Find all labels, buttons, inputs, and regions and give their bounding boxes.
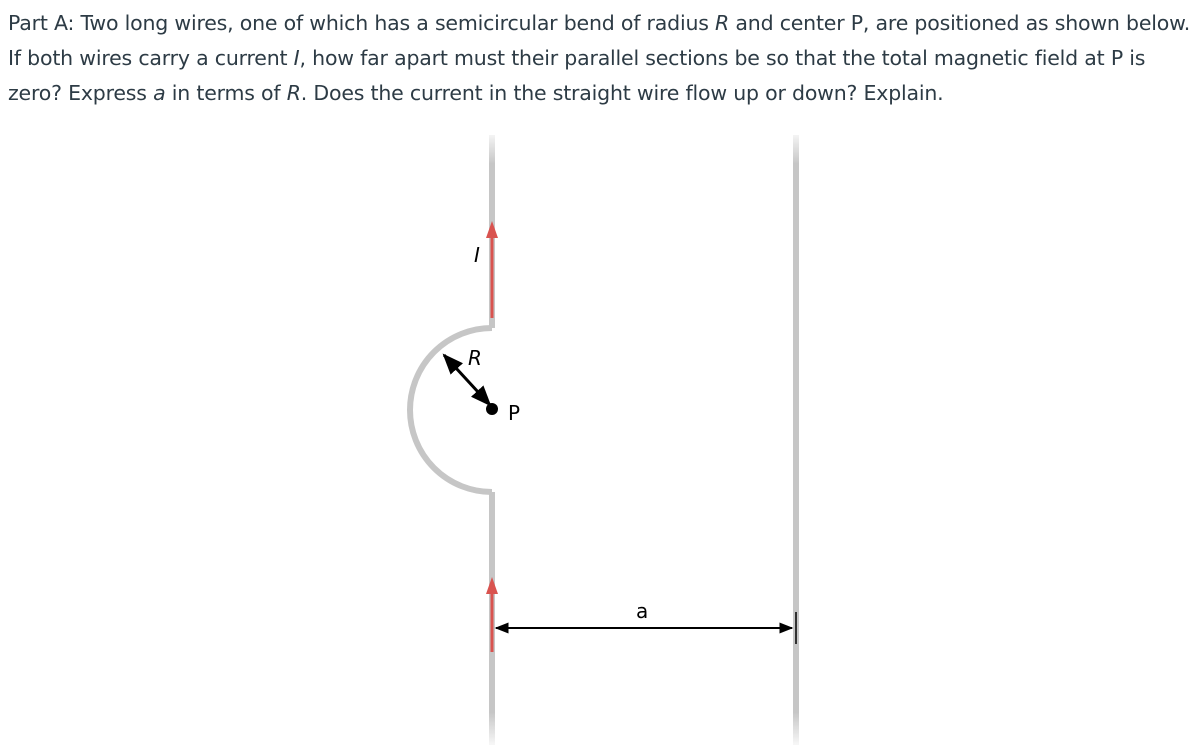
center-point bbox=[486, 403, 498, 415]
fade-top bbox=[470, 128, 820, 164]
variable-r: R bbox=[715, 11, 730, 35]
question-text-segment: Two long wires, one of which has a semicircular bend of radius bbox=[74, 11, 716, 35]
question-text-segment: . Does the current in the straight wire flow up or down? Explain. bbox=[300, 81, 944, 105]
current-arrow-upper-head bbox=[486, 221, 498, 238]
radius-arrow bbox=[444, 355, 490, 405]
variable-r: R bbox=[286, 81, 301, 105]
variable-i: I bbox=[293, 46, 300, 70]
question-text-segment: in terms of bbox=[165, 81, 287, 105]
part-label: Part A: bbox=[8, 11, 75, 35]
variable-a: a bbox=[153, 81, 166, 105]
fade-bottom bbox=[470, 712, 820, 750]
question-text-segment: and center P, are positioned as shown below. If both wires carry a current bbox=[8, 11, 1191, 70]
current-label: I bbox=[474, 243, 480, 267]
question-text-segment: , how far apart must their parallel sections be so that the total magnetic field at P is zero? Express bbox=[8, 46, 1146, 105]
current-arrow-lower-head bbox=[486, 577, 498, 594]
separation-label: a bbox=[636, 599, 649, 623]
radius-label: R bbox=[468, 346, 482, 370]
center-label: P bbox=[508, 401, 521, 425]
